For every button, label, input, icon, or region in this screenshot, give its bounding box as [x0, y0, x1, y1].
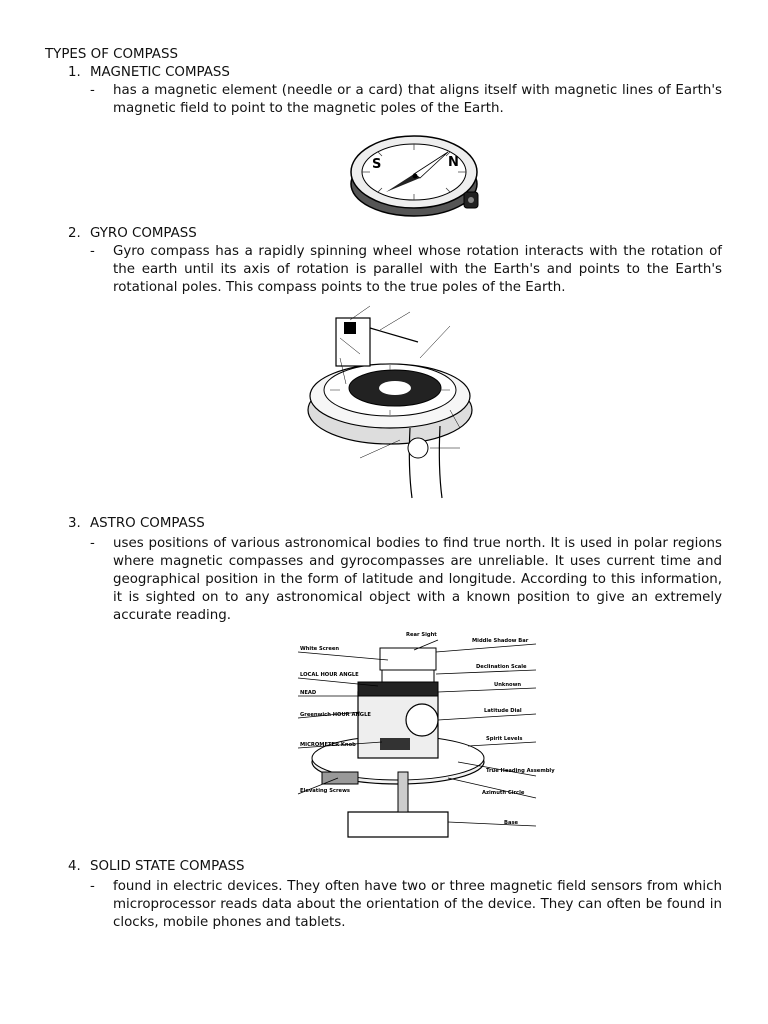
section-text: Gyro compass has a rapidly spinning wheel whose rotation interacts with the rotation of the earth until its axis of rotation is parallel with the Earth's and points to the Earth's rotational poles. This compass points to the true poles of the Earth.: [113, 244, 722, 295]
section-body-astro: [90, 535, 722, 625]
label-base: Base: [504, 820, 519, 826]
label-unknown: Unknown: [494, 682, 522, 688]
section-title: ASTRO COMPASS: [90, 516, 205, 531]
label-micrometer-knob: MICROMETER Knob: [300, 742, 356, 748]
label-white-screen: White Screen: [300, 646, 340, 652]
label-local-hour-angle: LOCAL HOUR ANGLE: [300, 672, 359, 678]
label-azimuth-circle: Azimuth Circle: [482, 790, 525, 796]
section-body-solid-state: [90, 878, 722, 932]
document-title: TYPES OF COMPASS: [45, 47, 178, 62]
label-latitude-dial: Latitude Dial: [484, 708, 522, 714]
bullet-dash: -: [90, 83, 95, 98]
section-title: GYRO COMPASS: [90, 226, 197, 241]
astro-compass-illustration: [298, 622, 555, 848]
section-number: 3.: [68, 516, 81, 531]
label-spirit-levels: Spirit Levels: [486, 736, 523, 742]
gyro-compass-illustration: [300, 298, 475, 503]
compass-letter-s: S: [372, 157, 382, 172]
label-declination-scale: Declination Scale: [476, 664, 527, 670]
label-middle-shadow-bar: Middle Shadow Bar: [472, 638, 529, 644]
section-heading-solid-state: [68, 858, 245, 876]
section-heading-gyro: [68, 225, 197, 243]
section-text: found in electric devices. They often have two or three magnetic field sensors from which microprocessor reads data about the orientation of the device. They can often be found in clocks, mobile phones and tablets.: [113, 879, 722, 930]
section-number: 2.: [68, 226, 81, 241]
section-number: 1.: [68, 65, 81, 80]
magnetic-compass-illustration: [348, 128, 483, 220]
section-body-gyro: [90, 243, 722, 297]
section-text: uses positions of various astronomical bodies to find true north. It is used in polar regions where magnetic compasses and gyrocompasses are unreliable. It uses current time and geographical position in the form of latitude and longitude. According to this information, it is sighted on to any astronomical object with a known position to give an extremely accurate reading.: [113, 536, 722, 623]
section-heading-astro: [68, 515, 205, 533]
section-number: 4.: [68, 859, 81, 874]
bullet-dash: -: [90, 536, 95, 551]
bullet-dash: -: [90, 244, 95, 259]
section-text: has a magnetic element (needle or a card) that aligns itself with magnetic lines of Earth's magnetic field to point to the magnetic poles of the Earth.: [113, 83, 722, 116]
label-greenwich-hour-angle: Greenwich HOUR ANGLE: [300, 712, 371, 718]
bullet-dash: -: [90, 879, 95, 894]
compass-letter-n: N: [448, 155, 459, 170]
section-heading-magnetic: [68, 64, 230, 82]
section-title: MAGNETIC COMPASS: [90, 65, 230, 80]
label-rear-sight: Rear Sight: [406, 632, 437, 638]
label-elevating-screws: Elevating Screws: [300, 788, 350, 794]
label-nead: NEAD: [300, 690, 317, 696]
label-true-heading-assembly: True Heading Assembly: [486, 768, 555, 774]
section-body-magnetic: [90, 82, 722, 118]
section-title: SOLID STATE COMPASS: [90, 859, 245, 874]
